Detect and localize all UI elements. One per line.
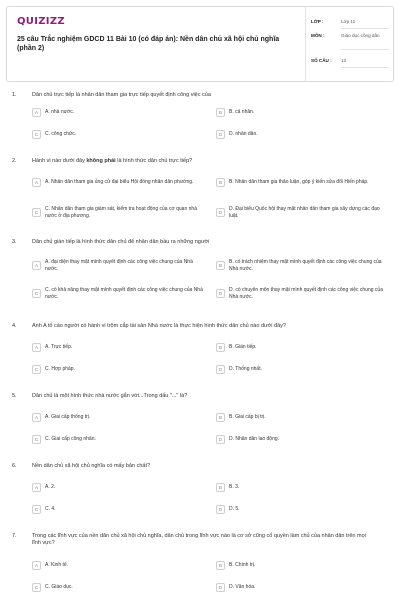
option-letter: A (32, 178, 41, 187)
option-text: B. cả nhân. (229, 109, 255, 116)
option-letter: D (216, 289, 225, 298)
option-text: A. Giai cấp thống trị. (45, 414, 91, 421)
option-letter: C (32, 435, 41, 444)
meta-underline (341, 28, 389, 29)
option-d[interactable] (216, 206, 388, 219)
option-d[interactable] (216, 435, 376, 444)
class-label: LỚP : (311, 19, 324, 24)
option-c[interactable] (32, 435, 182, 444)
option-letter: B (216, 483, 225, 492)
option-c[interactable] (32, 287, 204, 300)
option-a[interactable] (32, 561, 182, 570)
option-letter: C (32, 583, 41, 592)
option-b[interactable] (216, 483, 376, 492)
option-text: C. có khả năng thay mặt mình quyết định các công việc chung của Nhà nước. (45, 287, 203, 300)
question-number: 6. (12, 463, 17, 469)
option-letter: D (216, 130, 225, 139)
option-letter: C (32, 289, 41, 298)
option-b[interactable] (216, 259, 388, 272)
option-text: D. Văn hóa. (229, 584, 256, 591)
option-a[interactable] (32, 108, 182, 117)
option-b[interactable] (216, 108, 376, 117)
question-number: 7. (12, 533, 17, 539)
option-text: A. Nhân dân tham gia ủng cử đại biểu Hội đồng nhân dân phường. (45, 179, 194, 186)
option-text: D. nhân dân. (229, 131, 258, 138)
option-letter: A (32, 261, 41, 270)
question-text: Dân chủ trực tiếp là nhân dân tham gia trực tiếp quyết định công việc của (32, 92, 211, 98)
option-a[interactable] (32, 343, 182, 352)
count-value: 13 (341, 58, 347, 63)
option-text: D. Thống nhất. (229, 366, 262, 373)
option-letter: A (32, 413, 41, 422)
option-text: D. có chuyên môn thay mặt mình quyết định các công việc chung của Nhà nước. (229, 287, 383, 300)
option-text: A. đại diện thay mặt mình quyết định các công việc chung của Nhà nước. (45, 259, 193, 272)
option-text: B. Nhân dân tham gia thảo luận, góp ý kiến sửa đổi Hiến pháp. (229, 179, 369, 186)
subject-value: Giáo dục công dân (341, 33, 380, 38)
worksheet-title: 25 câu Trắc nghiệm GDCD 11 Bài 10 (có đáp án): Nền dân chủ xã hội chủ nghĩa (phần 2) (17, 36, 280, 52)
option-b[interactable] (216, 178, 388, 187)
option-text: D. Nhân dân lao động. (229, 436, 280, 443)
question-number: 3. (12, 239, 17, 245)
option-b[interactable] (216, 343, 376, 352)
option-d[interactable] (216, 583, 376, 592)
option-letter: B (216, 413, 225, 422)
question-text: Dân chủ là một hình thức nhà nước gắn với...Trong dấu "..." là? (32, 393, 188, 399)
option-c[interactable] (32, 206, 204, 219)
option-letter: B (216, 108, 225, 117)
option-text: A. nhà nước. (45, 109, 75, 116)
question-number: 4. (12, 323, 17, 329)
option-d[interactable] (216, 505, 376, 514)
option-text: B. Giai cấp bị trị. (229, 414, 266, 421)
question-text (32, 158, 372, 165)
option-c[interactable] (32, 130, 182, 139)
option-text: C. công chức. (45, 131, 77, 138)
option-d[interactable] (216, 130, 376, 139)
option-text: C. Nhân dân tham gia giám sát, kiểm tra hoạt động của cơ quan nhà nước ở địa phương. (45, 206, 197, 219)
count-label: SỐ CÂU : (311, 58, 332, 63)
option-a[interactable] (32, 483, 182, 492)
option-text: C. Giai cấp công nhân. (45, 436, 96, 443)
option-b[interactable] (216, 413, 376, 422)
option-letter: D (216, 583, 225, 592)
option-text: A. Trực tiếp. (45, 344, 73, 351)
option-c[interactable] (32, 365, 182, 374)
subject-label: MÔN : (311, 33, 325, 38)
option-c[interactable] (32, 505, 182, 514)
option-d[interactable] (216, 365, 376, 374)
option-b[interactable] (216, 561, 376, 570)
question-number: 1. (12, 92, 17, 98)
quizizz-logo: QUIZIZZ (17, 16, 65, 27)
option-text: B. 3. (229, 484, 240, 491)
option-letter: B (216, 178, 225, 187)
meta-underline (341, 67, 389, 68)
question-text-part: là hình thức dân chủ trực tiếp? (115, 158, 193, 164)
option-letter: D (216, 208, 225, 217)
option-c[interactable] (32, 583, 182, 592)
option-letter: C (32, 130, 41, 139)
option-text: B. có trách nhiệm thay mặt mình quyết định các công việc chung của Nhà nước. (229, 259, 382, 272)
meta-underline (341, 49, 389, 50)
question-text: Trong các lĩnh vực của nền dân chủ xã hội chủ nghĩa, dân chủ trong lĩnh vực nào là cơ sở cũng cố quyền làm chủ của nhân dân trên mọi lĩnh vực? (32, 533, 366, 546)
question-number: 5. (12, 393, 17, 399)
question-text: Anh A tố cáo người có hành vi trộm cắp tài sản Nhà nước là thực hiện hình thức dân chủ nào dưới đây? (32, 323, 286, 329)
option-text: D. 5. (229, 506, 240, 513)
question-text: Dân chủ gián tiếp là hình thức dân chủ để nhân dân bầu ra những người (32, 239, 210, 245)
option-letter: A (32, 483, 41, 492)
option-text: D. Đại biểu Quốc hội thay mặt nhân dân tham gia xây dựng các đạo luật. (229, 206, 380, 219)
option-letter: C (32, 208, 41, 217)
option-letter: C (32, 365, 41, 374)
option-a[interactable] (32, 413, 182, 422)
option-text: C. 4. (45, 506, 56, 513)
option-letter: B (216, 343, 225, 352)
option-letter: D (216, 365, 225, 374)
question-text-emphasis: không phải (86, 158, 116, 164)
option-letter: D (216, 505, 225, 514)
option-text: B. Chính trị. (229, 562, 256, 569)
option-text: C. Hợp pháp. (45, 366, 75, 373)
header-divider (305, 7, 306, 81)
question-number: 2. (12, 158, 17, 164)
option-letter: B (216, 561, 225, 570)
option-text: A. Kinh tế. (45, 562, 69, 569)
worksheet-header (6, 6, 394, 82)
option-letter: B (216, 261, 225, 270)
option-a[interactable] (32, 178, 204, 187)
question-text-part: Hành vi nào dưới đây (32, 158, 87, 164)
option-letter: A (32, 561, 41, 570)
option-letter: C (32, 505, 41, 514)
option-text: A. 2. (45, 484, 56, 491)
option-a[interactable] (32, 259, 204, 272)
option-text: C. Giáo dục. (45, 584, 73, 591)
class-value: Lớp 11 (341, 19, 356, 24)
question-text: Nền dân chủ xã hội chủ nghĩa có mấy bản chất? (32, 463, 151, 469)
option-letter: A (32, 108, 41, 117)
option-text: B. Gián tiếp. (229, 344, 257, 351)
option-letter: D (216, 435, 225, 444)
option-letter: A (32, 343, 41, 352)
option-d[interactable] (216, 287, 388, 300)
